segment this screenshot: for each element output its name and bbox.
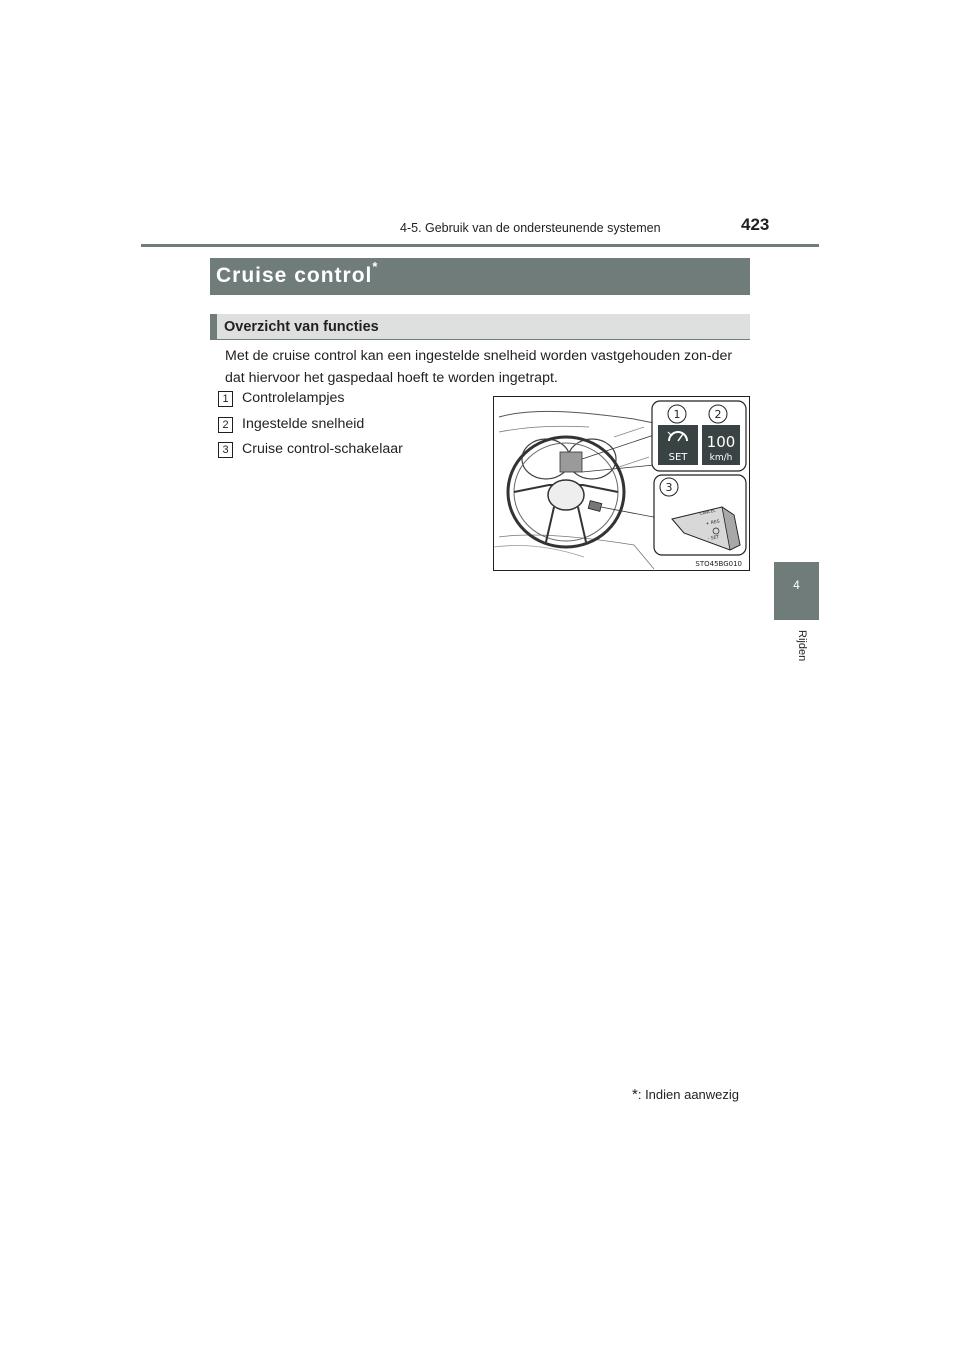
dashboard-line [499,426,589,432]
footnote-marker: * [632,1086,638,1103]
chapter-tab [774,562,819,620]
figure-code: STO45BG010 [695,560,742,568]
cluster-display [560,452,582,472]
lever-cancel-label: CANCEL [699,507,716,516]
legend-number: 3 [218,442,233,458]
callout-number: 1 [673,408,681,421]
footnote [632,1086,739,1103]
lever-on-column [588,501,602,512]
illustration-svg [494,397,749,570]
running-header-section: 4-5. Gebruik van de ondersteunende systemen [400,221,661,235]
cruise-control-illustration [493,396,750,571]
header-rule [141,244,819,247]
steering-wheel-hub [548,480,584,510]
callout-number: 3 [665,481,673,494]
intro-paragraph: Met de cruise control kan een ingestelde snelheid worden vastgehouden zon-der dat hiervoor het gaspedaal hoeft te worden ingetrapt. [225,348,733,386]
lever-set-label: - SET [707,535,720,542]
legend-label: Controlelampjes [242,390,345,406]
optional-marker: * [372,259,378,274]
page-number: 423 [741,215,770,234]
footnote-text: : Indien aanwezig [637,1087,740,1102]
chapter-label: Rijden [796,630,808,662]
chapter-number: 4 [793,578,800,592]
section-title: Cruise control [216,264,373,287]
callout-number: 2 [714,408,722,421]
lever-res-label: + RES [705,519,721,527]
dashboard-line [499,411,664,425]
set-indicator-text: SET [668,452,688,463]
set-speed-value: 100 [706,433,736,451]
subsection-title: Overzicht van functies [210,314,750,340]
section-title-bar [210,258,750,295]
set-speed-unit: km/h [709,453,733,463]
legend-label: Ingestelde snelheid [242,415,365,432]
legend-number: 1 [218,391,233,407]
legend-label: Cruise control-schakelaar [242,441,403,457]
legend-number: 2 [218,417,233,433]
